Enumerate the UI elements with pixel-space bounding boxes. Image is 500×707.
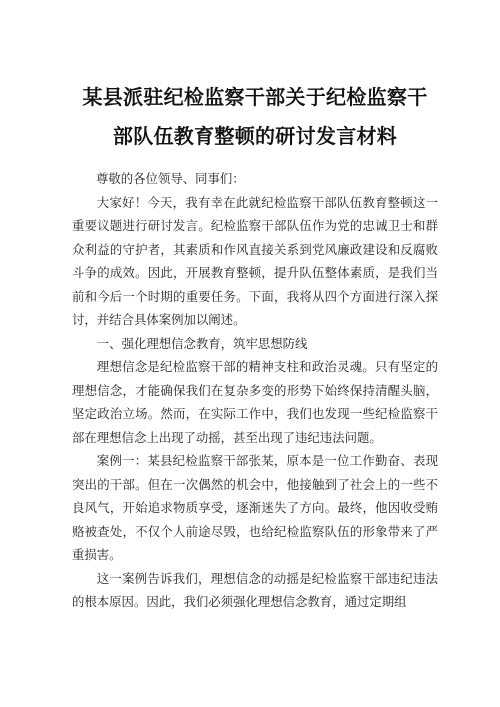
document-title	[72, 82, 438, 152]
paragraph-opening: 大家好！今天，我有幸在此就纪检监察干部队伍教育整顿这一重要议题进行研讨发言。纪检监察干部队伍作为党的忠诚卫士和群众利益的守护者，其素质和作风直接关系到党风廉政建设和反腐败斗争的成效。因此，开展教育整顿，提升队伍整体素质，是我们当前和今后一个时期的重要任务。下面，我将从四个方面进行深入探讨，并结合具体案例加以阐述。	[72, 194, 438, 327]
title-line-1: 某县派驻纪检监察干部关于纪检监察干	[82, 85, 428, 109]
document-body	[72, 167, 438, 614]
title-line-2: 部队伍教育整顿的研讨发言材料	[112, 124, 398, 148]
paragraph-case-1: 案例一：某县纪检监察干部张某，原本是一位工作勤奋、表现突出的干部。但在一次偶然的机会中，他接触到了社会上的一些不良风气，开始追求物质享受，逐渐迷失了方向。最终，他因收受贿赂被查处，不仅个人前途尽毁，也给纪检监察队伍的形象带来了严重损害。	[72, 453, 438, 562]
section-heading-1: 一、强化理想信念教育，筑牢思想防线	[96, 335, 308, 351]
salutation: 尊敬的各位领导、同事们：	[96, 171, 245, 186]
paragraph-case-lesson: 这一案例告诉我们，理想信念的动摇是纪检监察干部违纪违法的根本原因。因此，我们必须强化理想信念教育，通过定期组	[72, 570, 438, 609]
paragraph-ideals: 理想信念是纪检监察干部的精神支柱和政治灵魂。只有坚定的理想信念，才能确保我们在复杂多变的形势下始终保持清醒头脑，坚定政治立场。然而，在实际工作中，我们也发现一些纪检监察干部在理想信念上出现了动摇，甚至出现了违纪违法问题。	[72, 359, 438, 445]
